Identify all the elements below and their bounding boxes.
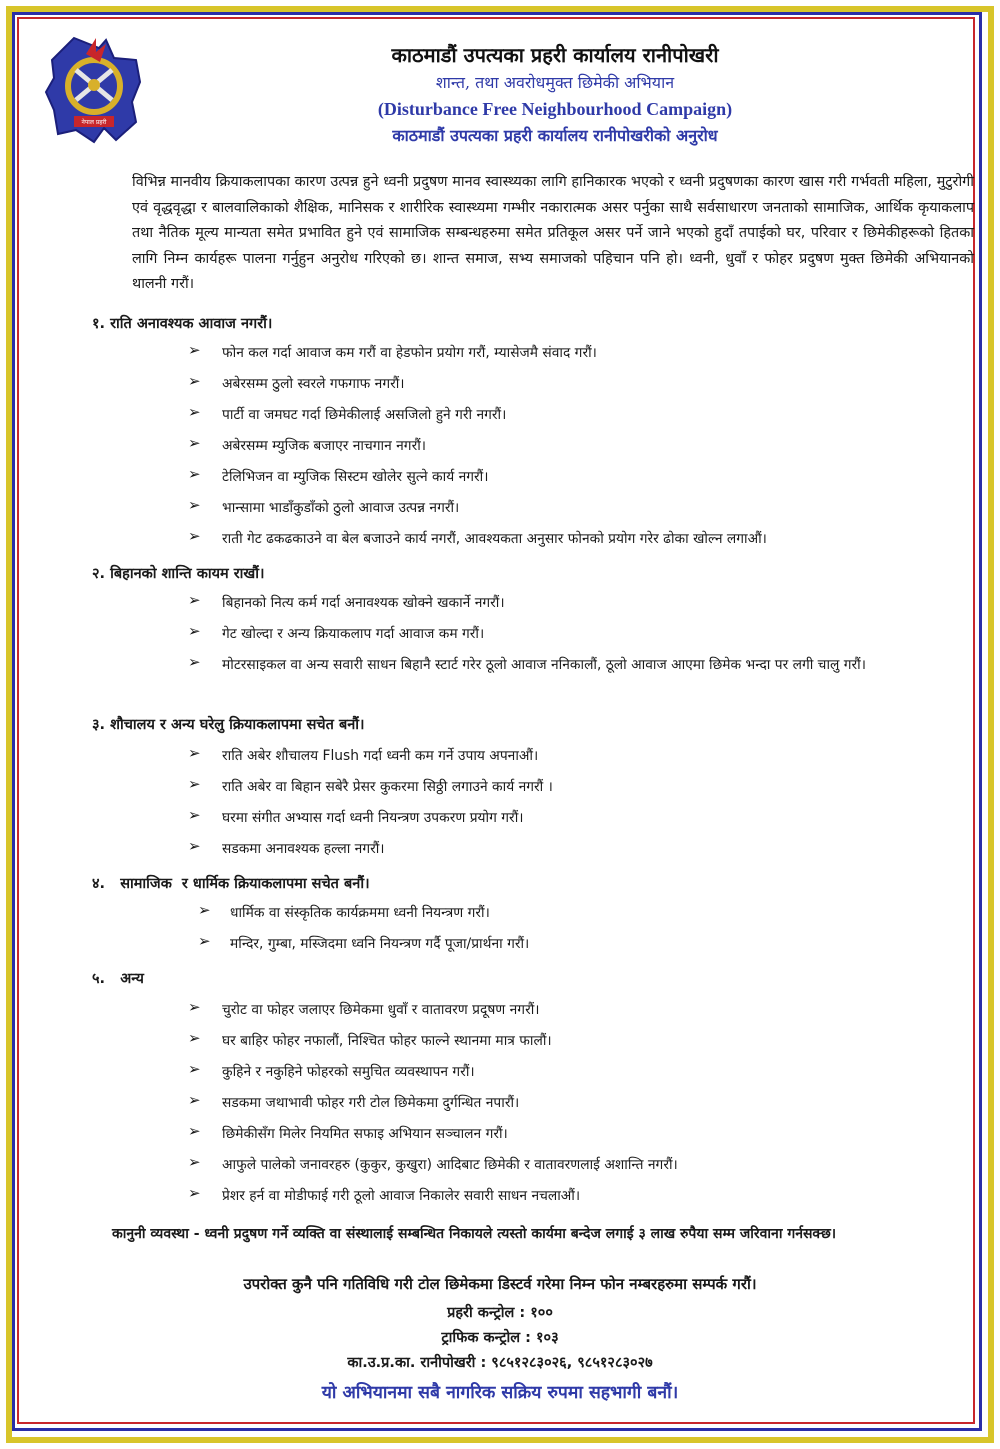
arrow-icon: ➢ (188, 1184, 201, 1202)
arrow-icon: ➢ (198, 901, 211, 919)
arrow-icon: ➢ (188, 653, 201, 671)
list-item: टेलिभिजन वा म्युजिक सिस्टम खोलेर सुत्ने कार्य नगरौं। (222, 469, 489, 485)
arrow-icon: ➢ (188, 1153, 201, 1171)
arrow-icon: ➢ (188, 744, 201, 762)
arrow-icon: ➢ (188, 1091, 201, 1109)
list-item: राती गेट ढकढकाउने वा बेल बजाउने कार्य नगरौं, आवश्यकता अनुसार फोनको प्रयोग गरेर ढोका खोल्न लगाऔं। (222, 531, 767, 547)
arrow-icon: ➢ (188, 341, 201, 359)
arrow-icon: ➢ (198, 932, 211, 950)
list-item: घर बाहिर फोहर नफालौं, निश्चित फोहर फाल्ने स्थानमा मात्र फालौं। (222, 1033, 552, 1049)
list-item: धार्मिक वा संस्कृतिक कार्यक्रममा ध्वनी नियन्त्रण गरौं। (230, 905, 490, 921)
arrow-icon: ➢ (188, 372, 201, 390)
section-5-heading: ५. अन्य (92, 971, 144, 987)
list-item: सडकमा अनावश्यक हल्ला नगरौं। (222, 841, 385, 857)
list-item: सडकमा जथाभावी फोहर गरी टोल छिमेकमा दुर्गन्धित नपारौं। (222, 1095, 520, 1111)
logo-label: नेपाल प्रहरी (81, 119, 107, 126)
arrow-icon: ➢ (188, 1122, 201, 1140)
list-item: घरमा संगीत अभ्यास गर्दा ध्वनी नियन्त्रण उपकरण प्रयोग गरौं। (222, 810, 524, 826)
list-item: अबेरसम्म ठुलो स्वरले गफगाफ नगरौं। (222, 376, 405, 392)
list-item: प्रेशर हर्न वा मोडीफाई गरी ठूलो आवाज निकालेर सवारी साधन नचलाऔं। (222, 1188, 581, 1204)
list-item: पार्टी वा जमघट गर्दा छिमेकीलाई असजिलो हुने गरी नगरौं। (222, 407, 507, 423)
list-item: फोन कल गर्दा आवाज कम गरौं वा हेडफोन प्रयोग गरौं, म्यासेजमै संवाद गरौं। (222, 345, 597, 361)
arrow-icon: ➢ (188, 465, 201, 483)
section-1-heading: १. राति अनावश्यक आवाज नगरौं। (92, 316, 273, 332)
page-title: काठमाडौं उपत्यका प्रहरी कार्यालय रानीपोखरी (391, 43, 719, 67)
list-item: राति अबेर वा बिहान सबेरै प्रेसर कुकरमा सिठ्ठी लगाउने कार्य नगरौं । (222, 779, 553, 795)
arrow-icon: ➢ (188, 806, 201, 824)
arrow-icon: ➢ (188, 496, 201, 514)
arrow-icon: ➢ (188, 527, 201, 545)
arrow-icon: ➢ (188, 998, 201, 1016)
footer-slogan: यो अभियानमा सबै नागरिक सक्रिय रुपमा सहभागी बनौं। (321, 1383, 679, 1403)
arrow-icon: ➢ (188, 1060, 201, 1078)
section-3-heading: ३. शौचालय र अन्य घरेलु क्रियाकलापमा सचेत बनौं। (92, 717, 365, 733)
campaign-title-english: (Disturbance Free Neighbourhood Campaign) (377, 99, 733, 119)
legal-provision: कानुनी व्यवस्था - ध्वनी प्रदुषण गर्ने व्यक्ति वा संस्थालाई सम्बन्धित निकायले त्यस्तो कार्यमा बन्देज लगाई ३ लाख रुपैया सम्म जरिवाना गर्नसक्छ। (112, 1226, 837, 1242)
arrow-icon: ➢ (188, 775, 201, 793)
arrow-icon: ➢ (188, 837, 201, 855)
arrow-icon: ➢ (188, 403, 201, 421)
arrow-icon: ➢ (188, 434, 201, 452)
list-item: आफुले पालेको जनावरहरु (कुकुर, कुखुरा) आदिबाट छिमेकी र वातावरणलाई अशान्ति नगरौं। (222, 1157, 678, 1173)
section-4-heading: ४. सामाजिक र धार्मिक क्रियाकलापमा सचेत बनौं। (92, 876, 370, 892)
contact-intro: उपरोक्त कुनै पनि गतिविधि गरी टोल छिमेकमा डिस्टर्व गरेमा निम्न फोन नम्बरहरुमा सम्पर्क गरौं। (243, 1275, 757, 1293)
intro-paragraph: विभिन्न मानवीय क्रियाकलापका कारण उत्पन्न हुने ध्वनी प्रदुषण मानव स्वास्थ्यका लागि हानिकारक भएको र ध्वनी प्रदुषणका कारण खास गरी गर्भवती महिला, मुटुरोगी एवं वृद्धवृद्धा र बालवालिकाको शैक्षिक, मानिसक र शारीरिक स्वास्थ्यमा गम्भीर नकारात्मक असर पर्नुका साथै सर्वसाधारण जनताको सामाजिक, आर्थिक कृयाकलाप तथा नैतिक मूल्य मान्यता समेत प्रभावित हुने एवं सामाजिक सम्बन्धहरुमा समेत प्रतिकूल असर पर्ने जाने भएको हुदाँ तपाईको घर, परिवार र छिमेकीहरूको हितका लागि निम्न कार्यहरू पालना गर्नुहुन अनुरोध गरिएको छ। शान्त समाज, सभ्य समाजको पहिचान पनि हो। ध्वनी, धुवाँ र फोहर प्रदुषण मुक्त छिमेकी अभियानको थालनी गरौं। (132, 174, 974, 293)
list-item: बिहानको नित्य कर्म गर्दा अनावश्यक खोक्ने खकार्ने नगरौं। (222, 595, 505, 611)
list-item: मोटरसाइकल वा अन्य सवारी साधन बिहानै स्टार्ट गरेर ठूलो आवाज ननिकालौं, ठूलो आवाज आएमा छिमेक भन्दा पर लगी चालु गरौं। (222, 657, 866, 673)
request-line: काठमाडौं उपत्यका प्रहरी कार्यालय रानीपोखरीको अनुरोध (392, 126, 718, 145)
arrow-icon: ➢ (188, 1029, 201, 1047)
list-item: चुरोट वा फोहर जलाएर छिमेकमा धुवाँ र वातावरण प्रदूषण नगरौं। (222, 1002, 540, 1018)
traffic-control-number: ट्राफिक कन्ट्रोल : १०३ (441, 1330, 559, 1346)
list-item: कुहिने र नकुहिने फोहरको समुचित व्यवस्थापन गरौं। (222, 1064, 475, 1080)
header (150, 40, 960, 150)
police-control-number: प्रहरी कन्ट्रोल : १०० (447, 1305, 553, 1321)
list-item: अबेरसम्म म्युजिक बजाएर नाचगान नगरौं। (222, 438, 427, 454)
office-phone-numbers: का.उ.प्र.का. रानीपोखरी : ९८५१२८३०२६, ९८५१२८३०२७ (347, 1355, 653, 1371)
list-item: भान्सामा भाडाँकुडाँको ठुलो आवाज उत्पन्न नगरौं। (222, 500, 460, 516)
nepal-police-emblem-icon (44, 30, 144, 155)
arrow-icon: ➢ (188, 622, 201, 640)
list-item: मन्दिर, गुम्बा, मस्जिदमा ध्वनि नियन्त्रण गर्दै पूजा/प्रार्थना गरौं। (230, 936, 530, 952)
arrow-icon: ➢ (188, 591, 201, 609)
list-item: छिमेकीसँग मिलेर नियमित सफाइ अभियान सञ्चालन गरौं। (222, 1126, 508, 1142)
section-2-heading: २. बिहानको शान्ति कायम राखौं। (92, 566, 265, 582)
campaign-title-nepali: शान्त, तथा अवरोधमुक्त छिमेकी अभियान (435, 73, 675, 92)
list-item: गेट खोल्दा र अन्य क्रियाकलाप गर्दा आवाज कम गरौं। (222, 626, 485, 642)
list-item: राति अबेर शौचालय Flush गर्दा ध्वनी कम गर्ने उपाय अपनाऔं। (222, 748, 539, 764)
